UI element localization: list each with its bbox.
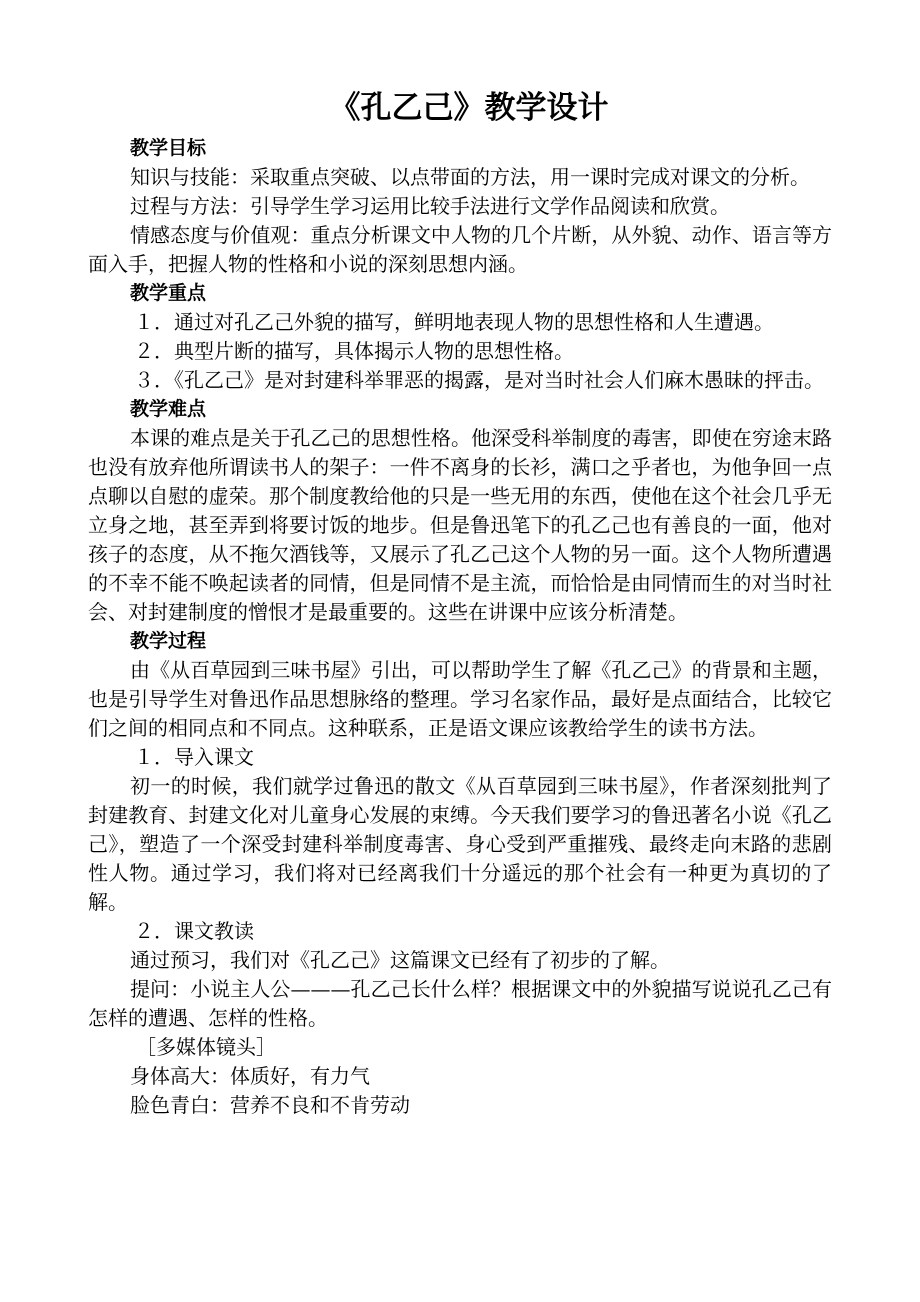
document-title: 《孔乙己》教学设计 xyxy=(329,90,609,126)
media-label: ［多媒体镜头］ xyxy=(136,1035,276,1059)
subsection-heading: ２．课文教读 xyxy=(134,919,254,943)
paragraph: 初一的时候，我们就学过鲁迅的散文《从百草园到三味书屋》，作者深刻批判了封建教育、封建文化对儿童身心发展的束缚。今天我们要学习的鲁迅著名小说《孔乙己》，塑造了一个深受封建科举制度毒害、身心受到严重摧残、最终走向末路的悲剧性人物。通过学习，我们将对已经离我们十分遥远的那个社会有一种更为真切的了解。 xyxy=(88,774,832,914)
paragraph: 通过预习，我们对《孔乙己》这篇课文已经有了初步的了解。 xyxy=(130,948,670,972)
paragraph: 知识与技能：采取重点突破、以点带面的方法，用一课时完成对课文的分析。 xyxy=(130,165,810,189)
subsection-heading: １．导入课文 xyxy=(134,745,254,769)
list-item: ２．典型片断的描写，具体揭示人物的思想性格。 xyxy=(134,339,574,363)
paragraph: 情感态度与价值观：重点分析课文中人物的几个片断，从外貌、动作、语言等方面入手，把握人物的性格和小说的深刻思想内涵。 xyxy=(88,223,832,276)
list-item: １．通过对孔乙己外貌的描写，鲜明地表现人物的思想性格和人生遭遇。 xyxy=(134,310,774,334)
paragraph: 脸色青白：营养不良和不肯劳动 xyxy=(130,1093,410,1117)
list-item: ３．《孔乙己》是对封建科举罪恶的揭露，是对当时社会人们麻木愚昧的抨击。 xyxy=(134,368,824,392)
paragraph: 由《从百草园到三味书屋》引出，可以帮助学生了解《孔乙己》的背景和主题，也是引导学生对鲁迅作品思想脉络的整理。学习名家作品，最好是点面结合，比较它们之间的相同点和不同点。这种联系，正是语文课应该教给学生的读书方法。 xyxy=(88,658,832,740)
section-heading-process: 教学过程 xyxy=(130,630,207,652)
paragraph: 本课的难点是关于孔乙己的思想性格。他深受科举制度的毒害，即使在穷途末路也没有放弃他所谓读书人的架子：一件不离身的长衫，满口之乎者也，为他争回一点点聊以自慰的虚荣。那个制度教给他的只是一些无用的东西，使他在这个社会几乎无立身之地，甚至弄到将要讨饭的地步。但是鲁迅笔下的孔乙己也有善良的一面，他对孩子的态度，从不拖欠酒钱等，又展示了孔乙己这个人物的另一面。这个人物所遭遇的不幸不能不唤起读者的同情，但是同情不是主流，而恰恰是由同情而生的对当时社会、对封建制度的憎恨才是最重要的。这些在讲课中应该分析清楚。 xyxy=(88,426,832,624)
paragraph: 提问：小说主人公———孔乙己长什么样？根据课文中的外貌描写说说孔乙己有怎样的遭遇、怎样的性格。 xyxy=(88,977,832,1030)
paragraph: 身体高大：体质好，有力气 xyxy=(130,1064,370,1088)
section-heading-difficulty: 教学难点 xyxy=(130,398,207,420)
section-heading-goals: 教学目标 xyxy=(130,137,207,159)
paragraph: 过程与方法：引导学生学习运用比较手法进行文学作品阅读和欣赏。 xyxy=(130,194,730,218)
section-heading-key: 教学重点 xyxy=(130,282,207,304)
